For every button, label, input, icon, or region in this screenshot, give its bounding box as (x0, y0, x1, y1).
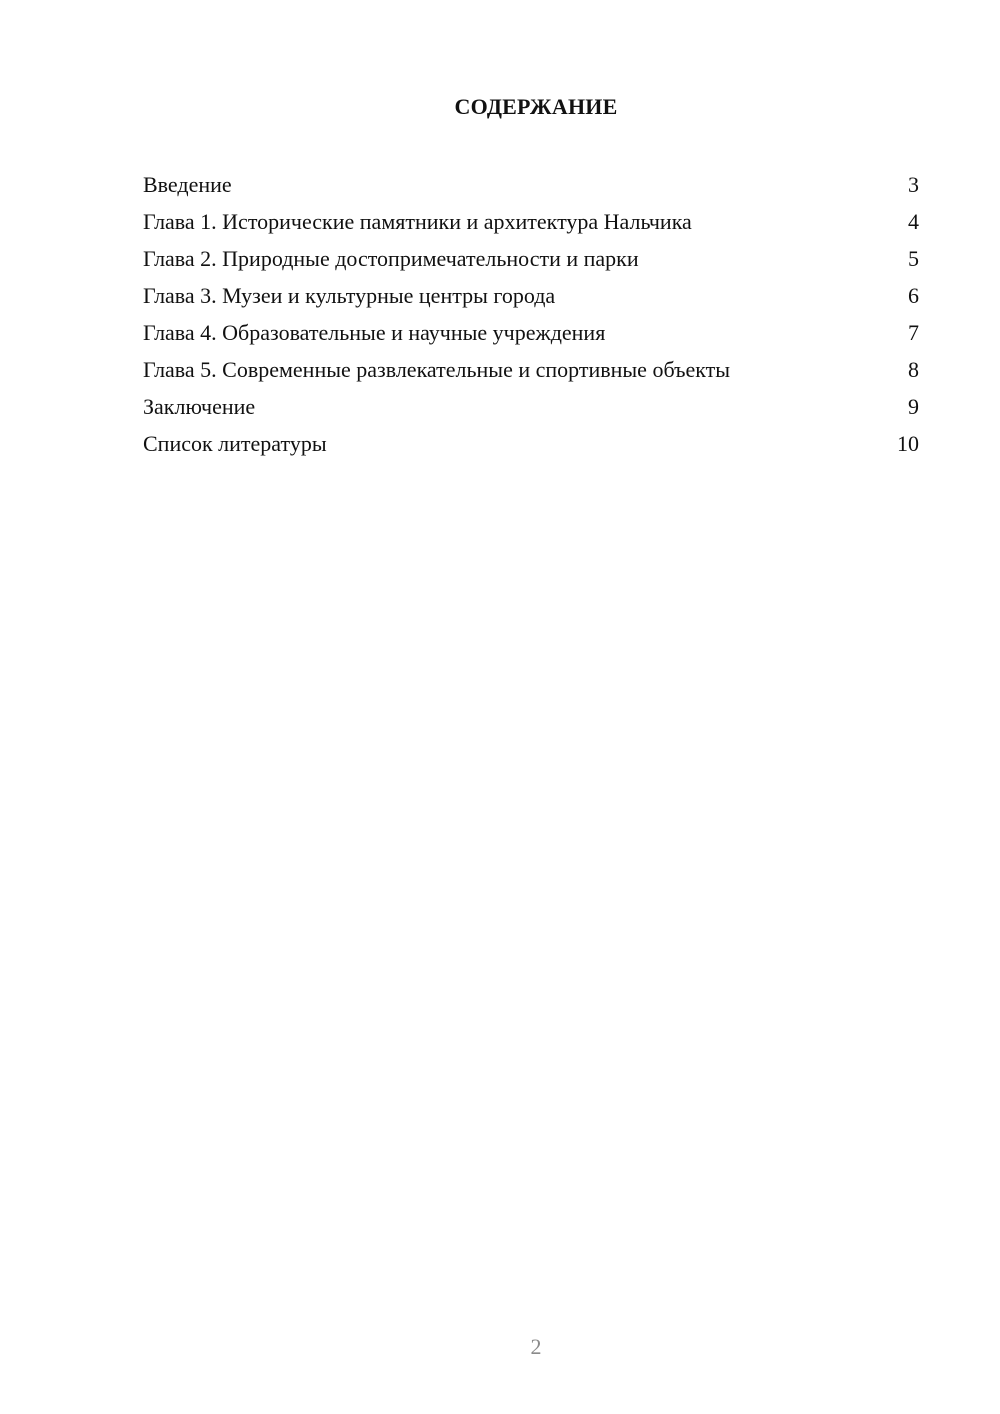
toc-item-conclusion (143, 388, 919, 425)
toc-item-label: Список литературы (143, 431, 327, 456)
toc-item-chapter-1 (143, 203, 919, 240)
toc-item-chapter-5 (143, 351, 919, 388)
toc-item-page: 8 (908, 357, 919, 382)
table-of-contents (143, 166, 919, 462)
toc-item-page: 4 (908, 209, 919, 234)
page-number: 2 (530, 1334, 542, 1359)
toc-item-introduction (143, 166, 919, 203)
toc-item-label: Заключение (143, 394, 256, 419)
toc-title: СОДЕРЖАНИЕ (454, 94, 618, 119)
toc-item-label: Глава 3. Музеи и культурные центры города (143, 283, 556, 308)
toc-item-label: Глава 5. Современные развлекательные и спортивные объекты (143, 357, 731, 382)
toc-item-label: Глава 1. Исторические памятники и архитектура Нальчика (143, 209, 692, 234)
toc-item-chapter-4 (143, 314, 919, 351)
toc-item-page: 5 (908, 246, 919, 271)
toc-item-page: 6 (908, 283, 919, 308)
toc-item-chapter-3 (143, 277, 919, 314)
toc-item-label: Глава 2. Природные достопримечательности и парки (143, 246, 639, 271)
toc-item-page: 10 (897, 431, 919, 456)
toc-item-bibliography (143, 425, 919, 462)
toc-item-page: 7 (908, 320, 919, 345)
toc-item-page: 9 (908, 394, 919, 419)
toc-item-page: 3 (908, 172, 919, 197)
toc-item-chapter-2 (143, 240, 919, 277)
toc-item-label: Глава 4. Образовательные и научные учреждения (143, 320, 606, 345)
toc-item-label: Введение (143, 172, 232, 197)
